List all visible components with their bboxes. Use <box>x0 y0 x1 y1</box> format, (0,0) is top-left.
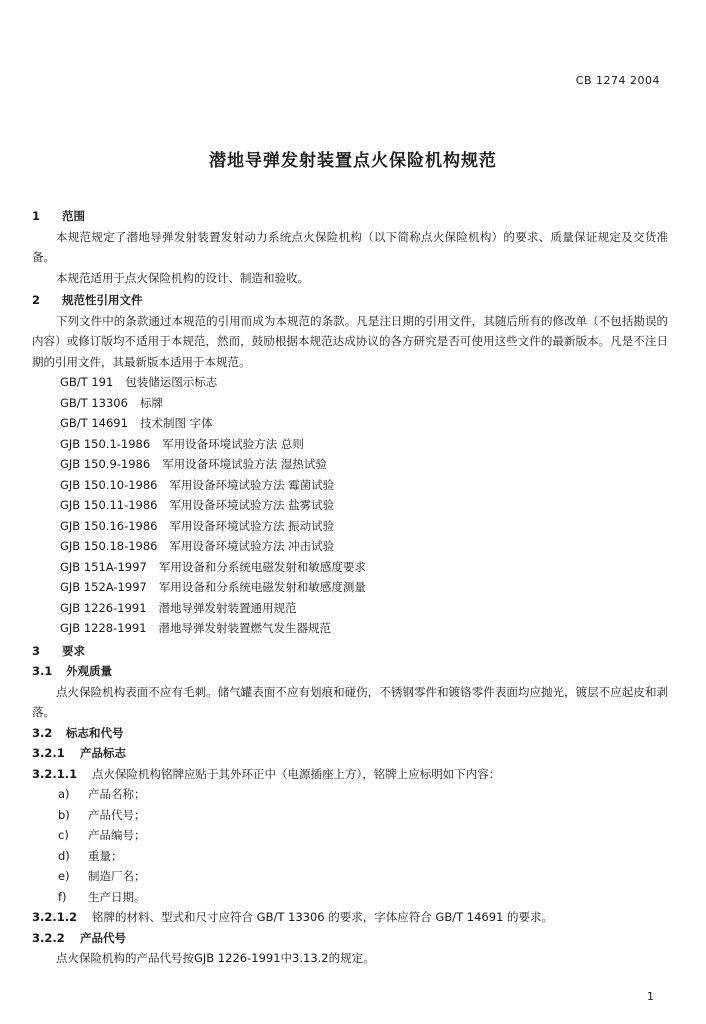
section-number: 3.2 <box>32 725 53 740</box>
list-marker: b) <box>58 807 70 822</box>
list-marker: d) <box>58 848 70 863</box>
reference-title: 军用设备环境试验方法 盐雾试验 <box>169 498 335 512</box>
list-marker: c) <box>58 828 69 842</box>
section-2-heading <box>32 290 668 311</box>
list-text: 产品编号； <box>88 828 146 842</box>
reference-item <box>32 475 668 496</box>
reference-item <box>32 577 668 598</box>
reference-item <box>32 557 668 578</box>
section-3-2-2-heading <box>32 928 668 949</box>
reference-item <box>32 618 668 639</box>
section-number: 3.2.1.2 <box>32 910 78 924</box>
section-1-heading <box>32 206 668 227</box>
section-title: 产品代号 <box>80 930 126 945</box>
document-title: 潜地导弹发射装置点火保险机构规范 <box>209 151 497 171</box>
list-item <box>32 805 668 826</box>
section-3-2-2-paragraph: 点火保险机构的产品代号按GJB 1226-1991中3.13.2的规定。 <box>56 951 375 965</box>
reference-title: 技术制图 字体 <box>139 416 213 430</box>
section-title: 规范性引用文件 <box>62 293 143 307</box>
section-3-2-1-1 <box>32 764 668 785</box>
reference-code: GB/T 14691 <box>60 416 128 430</box>
list-marker: f) <box>58 889 67 904</box>
list-item <box>32 887 668 908</box>
list-text: 制造厂名； <box>88 869 146 883</box>
reference-code: GJB 150.9-1986 <box>60 457 151 471</box>
list-marker: a) <box>58 787 70 801</box>
reference-title: 军用设备和分系统电磁发射和敏感度要求 <box>158 559 366 574</box>
clause-text: 点火保险机构铭牌应贴于其外环正中（电源插座上方），铭牌上应标明如下内容： <box>92 766 501 781</box>
section-3-2-1-heading <box>32 743 668 764</box>
section-title: 产品标志 <box>80 746 126 760</box>
section-3-1-heading <box>32 661 668 682</box>
list-item <box>32 846 668 867</box>
section-3-heading <box>32 641 668 662</box>
reference-title: 标牌 <box>139 395 163 410</box>
reference-code: GJB 150.16-1986 <box>60 518 158 533</box>
reference-title: 军用设备环境试验方法 振动试验 <box>169 518 335 533</box>
reference-code: GB/T 13306 <box>60 395 128 410</box>
list-text: 产品名称； <box>88 787 146 801</box>
list-text: 生产日期。 <box>88 889 146 904</box>
section-number: 3.2.2 <box>32 930 65 945</box>
section-3-1-paragraph: 点火保险机构表面不应有毛刺。储气罐表面不应有划痕和碰伤，不锈钢零件和镀铬零件表面均应抛光，镀层不应起皮和剥落。 <box>32 684 668 719</box>
reference-code: GB/T 191 <box>60 375 114 389</box>
reference-item <box>32 495 668 516</box>
reference-title: 军用设备环境试验方法 湿热试验 <box>162 457 327 471</box>
section-title: 要求 <box>62 643 85 658</box>
section-1-paragraph-2: 本规范适用于点火保险机构的设计、制造和验收。 <box>56 270 309 285</box>
reference-item <box>32 536 668 557</box>
list-item <box>32 784 668 805</box>
reference-code: GJB 150.11-1986 <box>60 498 158 512</box>
section-number: 3 <box>32 643 41 658</box>
reference-code: GJB 1228-1991 <box>60 621 147 635</box>
list-item <box>32 866 668 887</box>
reference-item <box>32 393 668 414</box>
section-title: 标志和代号 <box>66 725 124 740</box>
section-number: 1 <box>32 209 41 223</box>
section-number: 3.2.1 <box>32 746 65 760</box>
reference-code: GJB 151A-1997 <box>60 559 147 574</box>
list-item <box>32 825 668 846</box>
reference-title: 潜地导弹发射装置燃气发生器规范 <box>158 621 332 635</box>
reference-code: GJB 150.18-1986 <box>60 539 158 553</box>
section-number: 3.2.1.1 <box>32 766 78 781</box>
reference-title: 军用设备环境试验方法 冲击试验 <box>169 539 335 553</box>
list-marker: e) <box>58 869 70 883</box>
reference-item <box>32 372 668 393</box>
reference-title: 军用设备环境试验方法 霉菌试验 <box>169 477 335 492</box>
section-title: 外观质量 <box>66 664 112 678</box>
section-3-2-1-2 <box>32 907 668 928</box>
reference-code: GJB 150.1-1986 <box>60 436 151 451</box>
reference-item <box>32 434 668 455</box>
reference-title: 军用设备和分系统电磁发射和敏感度测量 <box>158 580 366 594</box>
section-title: 范围 <box>62 209 85 223</box>
reference-title: 包装储运图示标志 <box>125 375 218 389</box>
page-number: 1 <box>647 990 654 1003</box>
section-3-2-heading <box>32 723 668 744</box>
reference-code: GJB 1226-1991 <box>60 600 147 615</box>
section-1-paragraph-1: 本规范规定了潜地导弹发射装置发射动力系统点火保险机构（以下简称点火保险机构）的要求、质量保证规定及交货准备。 <box>32 229 668 264</box>
reference-title: 军用设备环境试验方法 总则 <box>162 436 304 451</box>
list-text: 产品代号； <box>88 807 146 822</box>
standard-code: CB 1274 2004 <box>575 74 660 87</box>
clause-text: 铭牌的材料、型式和尺寸应符合 GB/T 13306 的要求，字体应符合 GB/T 14691 的要求。 <box>92 910 553 924</box>
reference-item <box>32 454 668 475</box>
section-number: 2 <box>32 293 41 307</box>
reference-item <box>32 516 668 537</box>
list-text: 重量； <box>88 848 123 863</box>
reference-item <box>32 598 668 619</box>
document-body <box>32 204 668 969</box>
reference-item <box>32 413 668 434</box>
section-2-paragraph-1: 下列文件中的条款通过本规范的引用而成为本规范的条款。凡是注日期的引用文件，其随后所有的修改单（不包括勘误的内容）或修订版均不适用于本规范，然而，鼓励根据本规范达成协议的各方研究是否可使用这些文件的最新版本。凡是不注日期的引用文件，其最新版本适用于本规范。 <box>32 313 668 369</box>
section-number: 3.1 <box>32 664 53 678</box>
reference-title: 潜地导弹发射装置通用规范 <box>158 600 297 615</box>
reference-code: GJB 152A-1997 <box>60 580 147 594</box>
reference-code: GJB 150.10-1986 <box>60 477 158 492</box>
